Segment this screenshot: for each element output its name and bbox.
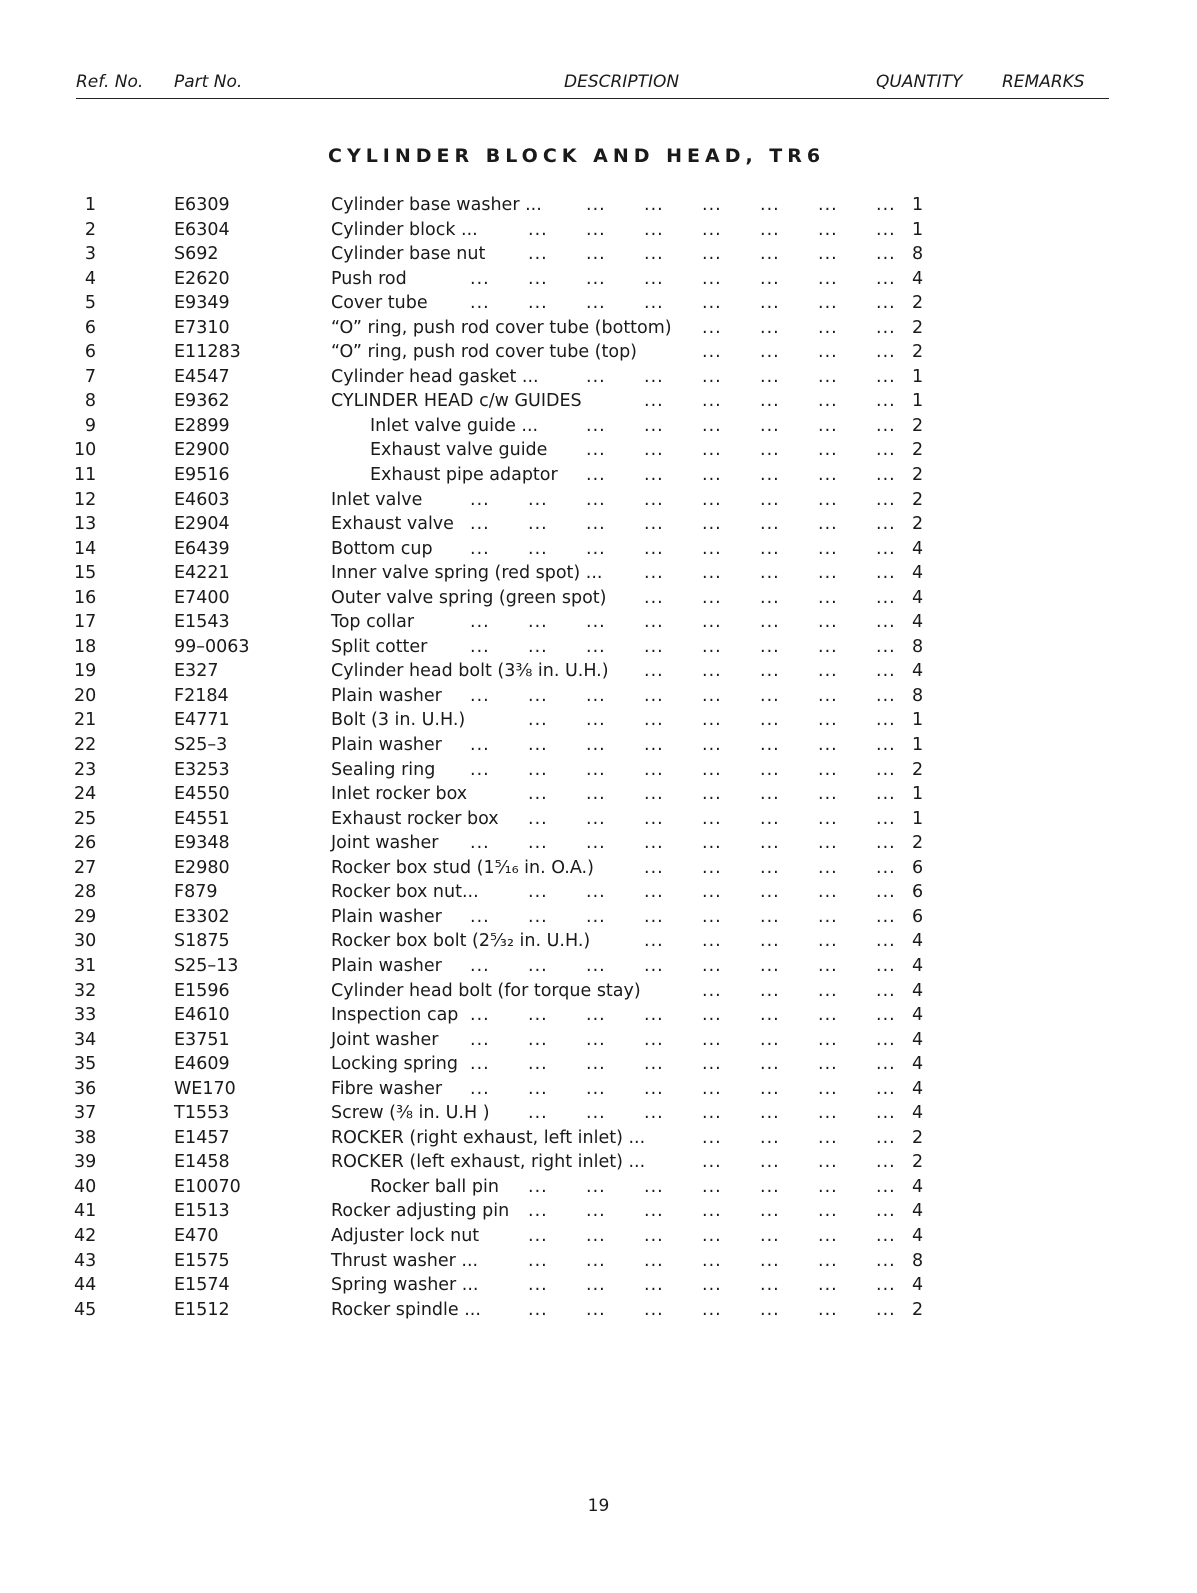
table-row xyxy=(0,1224,1197,1249)
quantity: 4 xyxy=(912,1103,924,1124)
quantity: 1 xyxy=(912,710,924,731)
quantity: 8 xyxy=(912,1250,924,1271)
quantity: 4 xyxy=(912,268,924,289)
table-row xyxy=(0,1101,1197,1126)
part-description: Exhaust pipe adaptor xyxy=(370,465,558,486)
leader-dots: ... ... ... ... ... ... ... ... xyxy=(470,955,896,976)
part-description: Cylinder head bolt (3⅜ in. U.H.) xyxy=(331,661,609,682)
leader-dots: ... ... ... ... ... ... ... xyxy=(528,1299,896,1320)
quantity: 4 xyxy=(912,661,924,682)
header-remarks: REMARKS xyxy=(1002,72,1085,92)
quantity: 4 xyxy=(912,587,924,608)
column-header xyxy=(76,72,1109,99)
table-row xyxy=(0,291,1197,316)
quantity: 4 xyxy=(912,1005,924,1026)
leader-dots: ... ... ... ... ... ... ... ... xyxy=(470,636,896,657)
part-description: Joint washer xyxy=(331,1029,439,1050)
page-number: 19 xyxy=(587,1496,610,1516)
quantity: 8 xyxy=(912,244,924,265)
part-number: E6439 xyxy=(174,538,230,559)
ref-number: 38 xyxy=(74,1127,97,1148)
leader-dots: ... ... ... ... ... ... ... ... xyxy=(470,833,896,854)
part-number: E1457 xyxy=(174,1127,230,1148)
quantity: 1 xyxy=(912,195,924,215)
part-number: E4550 xyxy=(174,784,230,805)
table-row xyxy=(0,488,1197,513)
ref-number: 45 xyxy=(74,1299,97,1320)
part-description: Sealing ring xyxy=(331,759,436,780)
quantity: 1 xyxy=(912,219,924,240)
part-description: Outer valve spring (green spot) xyxy=(331,587,607,608)
ref-number: 2 xyxy=(84,219,96,240)
part-description: Screw (⅜ in. U.H ) xyxy=(331,1103,490,1124)
quantity: 4 xyxy=(912,612,924,633)
leader-dots: ... ... ... ... ... ... xyxy=(586,195,896,215)
table-row xyxy=(0,438,1197,463)
part-description: Cover tube xyxy=(331,293,428,314)
ref-number: 41 xyxy=(74,1201,97,1222)
part-number: E1458 xyxy=(174,1152,230,1173)
leader-dots: ... ... ... ... xyxy=(702,980,896,1001)
leader-dots: ... ... ... ... ... xyxy=(644,391,896,412)
part-number: S25–3 xyxy=(174,735,228,756)
part-number: E470 xyxy=(174,1225,219,1246)
leader-dots: ... ... ... ... ... ... ... xyxy=(528,219,896,240)
leader-dots: ... ... ... ... ... xyxy=(644,563,896,584)
ref-number: 33 xyxy=(74,1005,97,1026)
quantity: 2 xyxy=(912,489,924,510)
table-row xyxy=(0,389,1197,414)
part-number: E4603 xyxy=(174,489,230,510)
part-number: F2184 xyxy=(174,685,229,706)
quantity: 2 xyxy=(912,1152,924,1173)
quantity: 2 xyxy=(912,415,924,436)
table-row xyxy=(0,1052,1197,1077)
part-description: Top collar xyxy=(331,612,415,633)
table-row xyxy=(0,684,1197,709)
table-row xyxy=(0,537,1197,562)
part-description: Locking spring xyxy=(331,1054,459,1075)
ref-number: 30 xyxy=(74,931,97,952)
part-description: Inspection cap xyxy=(331,1005,459,1026)
quantity: 2 xyxy=(912,317,924,338)
ref-number: 17 xyxy=(74,612,97,633)
part-number: F879 xyxy=(174,882,218,903)
part-number: E2620 xyxy=(174,268,230,289)
part-number: E4547 xyxy=(174,366,230,387)
leader-dots: ... ... ... ... ... ... ... ... xyxy=(470,612,896,633)
leader-dots: ... ... ... ... ... ... ... ... xyxy=(470,1005,896,1026)
table-row xyxy=(0,758,1197,783)
leader-dots: ... ... ... ... ... ... ... xyxy=(528,808,896,829)
ref-number: 31 xyxy=(74,955,97,976)
leader-dots: ... ... ... ... ... ... ... ... xyxy=(470,268,896,289)
part-description: Joint washer xyxy=(331,833,439,854)
part-description: Inlet rocker box xyxy=(331,784,468,805)
ref-number: 42 xyxy=(74,1225,97,1246)
parts-list xyxy=(0,193,1197,1322)
table-row xyxy=(0,340,1197,365)
ref-number: 22 xyxy=(74,735,97,756)
quantity: 6 xyxy=(912,882,924,903)
ref-number: 34 xyxy=(74,1029,97,1050)
leader-dots: ... ... ... ... ... ... ... ... xyxy=(470,1029,896,1050)
header-part-no: Part No. xyxy=(174,72,243,92)
leader-dots: ... ... ... ... ... xyxy=(644,857,896,878)
part-number: E4610 xyxy=(174,1005,230,1026)
quantity: 8 xyxy=(912,636,924,657)
table-row xyxy=(0,1249,1197,1274)
table-row xyxy=(0,414,1197,439)
part-number: S25–13 xyxy=(174,955,239,976)
leader-dots: ... ... ... ... ... xyxy=(644,587,896,608)
leader-dots: ... ... ... ... ... ... ... ... xyxy=(470,1078,896,1099)
table-row xyxy=(0,929,1197,954)
quantity: 4 xyxy=(912,538,924,559)
ref-number: 18 xyxy=(74,636,97,657)
table-row xyxy=(0,856,1197,881)
part-number: E11283 xyxy=(174,342,241,363)
part-number: E3302 xyxy=(174,906,230,927)
leader-dots: ... ... ... ... xyxy=(702,1127,896,1148)
ref-number: 11 xyxy=(74,465,97,486)
leader-dots: ... ... ... ... ... ... ... xyxy=(528,882,896,903)
table-row xyxy=(0,1077,1197,1102)
part-description: Bolt (3 in. U.H.) xyxy=(331,710,466,731)
quantity: 6 xyxy=(912,906,924,927)
part-description: “O” ring, push rod cover tube (bottom) xyxy=(331,317,672,338)
table-row xyxy=(0,267,1197,292)
ref-number: 44 xyxy=(74,1275,97,1296)
table-row xyxy=(0,463,1197,488)
part-description: Exhaust rocker box xyxy=(331,808,499,829)
ref-number: 26 xyxy=(74,833,97,854)
part-number: E2980 xyxy=(174,857,230,878)
ref-number: 15 xyxy=(74,563,97,584)
table-row xyxy=(0,1126,1197,1151)
part-description: Adjuster lock nut xyxy=(331,1225,480,1246)
part-description: ROCKER (right exhaust, left inlet) ... xyxy=(331,1127,646,1148)
table-row xyxy=(0,880,1197,905)
table-row xyxy=(0,733,1197,758)
ref-number: 32 xyxy=(74,980,97,1001)
leader-dots: ... ... ... ... ... ... ... xyxy=(528,784,896,805)
leader-dots: ... ... ... ... ... ... ... ... xyxy=(470,489,896,510)
ref-number: 4 xyxy=(84,268,96,289)
table-row xyxy=(0,1273,1197,1298)
quantity: 4 xyxy=(912,1176,924,1197)
part-number: E4221 xyxy=(174,563,230,584)
part-description: Rocker ball pin xyxy=(370,1176,499,1197)
leader-dots: ... ... ... ... ... ... ... ... xyxy=(470,1054,896,1075)
part-number: E2900 xyxy=(174,440,230,461)
part-number: E9349 xyxy=(174,293,230,314)
leader-dots: ... ... ... ... ... ... ... xyxy=(528,244,896,265)
part-number: E9362 xyxy=(174,391,230,412)
leader-dots: ... ... ... ... xyxy=(702,342,896,363)
ref-number: 6 xyxy=(84,317,96,338)
table-row xyxy=(0,1175,1197,1200)
leader-dots: ... ... ... ... ... xyxy=(644,661,896,682)
table-row xyxy=(0,586,1197,611)
leader-dots: ... ... ... ... ... ... ... xyxy=(528,1250,896,1271)
part-description: Rocker adjusting pin xyxy=(331,1201,510,1222)
part-number: E7310 xyxy=(174,317,230,338)
quantity: 2 xyxy=(912,465,924,486)
leader-dots: ... ... ... ... ... ... xyxy=(586,440,896,461)
header-ref-no: Ref. No. xyxy=(76,72,144,92)
part-description: Push rod xyxy=(331,268,407,289)
leader-dots: ... ... ... ... ... ... ... xyxy=(528,1275,896,1296)
quantity: 2 xyxy=(912,514,924,535)
part-number: E1575 xyxy=(174,1250,230,1271)
table-row xyxy=(0,1199,1197,1224)
table-row xyxy=(0,979,1197,1004)
ref-number: 9 xyxy=(84,415,96,436)
ref-number: 10 xyxy=(74,440,97,461)
table-row xyxy=(0,905,1197,930)
part-description: Cylinder base washer ... xyxy=(331,195,542,215)
part-number: E2899 xyxy=(174,415,230,436)
quantity: 1 xyxy=(912,808,924,829)
table-row xyxy=(0,831,1197,856)
part-description: Cylinder base nut xyxy=(331,244,486,265)
part-description: Bottom cup xyxy=(331,538,433,559)
leader-dots: ... ... ... ... ... ... ... xyxy=(528,710,896,731)
quantity: 2 xyxy=(912,1127,924,1148)
table-row xyxy=(0,708,1197,733)
table-row xyxy=(0,635,1197,660)
ref-number: 36 xyxy=(74,1078,97,1099)
quantity: 8 xyxy=(912,685,924,706)
leader-dots: ... ... ... ... ... ... ... ... xyxy=(470,906,896,927)
quantity: 4 xyxy=(912,1225,924,1246)
quantity: 4 xyxy=(912,1275,924,1296)
leader-dots: ... ... ... ... ... ... ... xyxy=(528,1176,896,1197)
part-number: E4771 xyxy=(174,710,230,731)
part-number: E1596 xyxy=(174,980,230,1001)
ref-number: 40 xyxy=(74,1176,97,1197)
table-row xyxy=(0,659,1197,684)
table-row xyxy=(0,561,1197,586)
part-number: E3253 xyxy=(174,759,230,780)
quantity: 2 xyxy=(912,1299,924,1320)
part-description: Split cotter xyxy=(331,636,428,657)
leader-dots: ... ... ... ... ... ... ... ... xyxy=(470,514,896,535)
part-number: E327 xyxy=(174,661,219,682)
quantity: 4 xyxy=(912,1054,924,1075)
quantity: 2 xyxy=(912,759,924,780)
ref-number: 8 xyxy=(84,391,96,412)
table-row xyxy=(0,365,1197,390)
part-description: “O” ring, push rod cover tube (top) xyxy=(331,342,638,363)
quantity: 2 xyxy=(912,440,924,461)
part-description: Inner valve spring (red spot) ... xyxy=(331,563,603,584)
leader-dots: ... ... ... ... ... ... ... ... xyxy=(470,685,896,706)
part-number: T1553 xyxy=(174,1103,230,1124)
ref-number: 19 xyxy=(74,661,97,682)
part-number: 99–0063 xyxy=(174,636,250,657)
ref-number: 21 xyxy=(74,710,97,731)
ref-number: 23 xyxy=(74,759,97,780)
leader-dots: ... ... ... ... ... ... xyxy=(586,366,896,387)
quantity: 4 xyxy=(912,1201,924,1222)
table-row xyxy=(0,1003,1197,1028)
quantity: 4 xyxy=(912,955,924,976)
part-number: E1513 xyxy=(174,1201,230,1222)
part-number: E2904 xyxy=(174,514,230,535)
part-description: Thrust washer ... xyxy=(331,1250,479,1271)
part-number: E9348 xyxy=(174,833,230,854)
table-row xyxy=(0,954,1197,979)
part-number: S692 xyxy=(174,244,219,265)
part-description: Inlet valve guide ... xyxy=(370,415,539,436)
quantity: 1 xyxy=(912,735,924,756)
ref-number: 20 xyxy=(74,685,97,706)
part-number: E3751 xyxy=(174,1029,230,1050)
ref-number: 29 xyxy=(74,906,97,927)
table-row xyxy=(0,807,1197,832)
table-row xyxy=(0,218,1197,243)
part-number: E1574 xyxy=(174,1275,230,1296)
quantity: 6 xyxy=(912,857,924,878)
part-description: CYLINDER HEAD c/w GUIDES xyxy=(331,391,582,412)
quantity: 4 xyxy=(912,931,924,952)
header-description: DESCRIPTION xyxy=(564,72,680,92)
part-description: Fibre washer xyxy=(331,1078,443,1099)
quantity: 2 xyxy=(912,342,924,363)
quantity: 1 xyxy=(912,391,924,412)
part-description: Cylinder head bolt (for torque stay) xyxy=(331,980,641,1001)
table-row xyxy=(0,316,1197,341)
ref-number: 28 xyxy=(74,882,97,903)
part-description: Plain washer xyxy=(331,685,442,706)
leader-dots: ... ... ... ... ... ... xyxy=(586,415,896,436)
table-row xyxy=(0,512,1197,537)
leader-dots: ... ... ... ... ... ... ... xyxy=(528,1225,896,1246)
part-number: E10070 xyxy=(174,1176,241,1197)
part-number: E9516 xyxy=(174,465,230,486)
quantity: 4 xyxy=(912,1078,924,1099)
part-number: E1512 xyxy=(174,1299,230,1320)
leader-dots: ... ... ... ... xyxy=(702,317,896,338)
part-description: Rocker box stud (1⁵⁄₁₆ in. O.A.) xyxy=(331,857,594,878)
part-description: Inlet valve xyxy=(331,489,423,510)
part-description: Plain washer xyxy=(331,735,442,756)
quantity: 2 xyxy=(912,833,924,854)
leader-dots: ... ... ... ... ... ... ... ... xyxy=(470,735,896,756)
leader-dots: ... ... ... ... ... ... ... xyxy=(528,1201,896,1222)
part-description: Plain washer xyxy=(331,955,442,976)
leader-dots: ... ... ... ... ... ... ... ... xyxy=(470,759,896,780)
ref-number: 25 xyxy=(74,808,97,829)
part-description: Plain washer xyxy=(331,906,442,927)
table-row xyxy=(0,610,1197,635)
quantity: 1 xyxy=(912,784,924,805)
table-row xyxy=(0,782,1197,807)
leader-dots: ... ... ... ... ... ... ... xyxy=(528,1103,896,1124)
part-number: E4609 xyxy=(174,1054,230,1075)
part-number: E7400 xyxy=(174,587,230,608)
ref-number: 43 xyxy=(74,1250,97,1271)
ref-number: 13 xyxy=(74,514,97,535)
table-row xyxy=(0,193,1197,218)
part-description: Cylinder head gasket ... xyxy=(331,366,539,387)
ref-number: 27 xyxy=(74,857,97,878)
ref-number: 14 xyxy=(74,538,97,559)
table-row xyxy=(0,1028,1197,1053)
ref-number: 7 xyxy=(84,366,96,387)
part-number: E1543 xyxy=(174,612,230,633)
part-number: E6309 xyxy=(174,195,230,215)
part-description: Spring washer ... xyxy=(331,1275,479,1296)
part-description: Rocker box bolt (2⁵⁄₃₂ in. U.H.) xyxy=(331,931,591,952)
quantity: 4 xyxy=(912,563,924,584)
quantity: 1 xyxy=(912,366,924,387)
ref-number: 16 xyxy=(74,587,97,608)
part-description: ROCKER (left exhaust, right inlet) ... xyxy=(331,1152,646,1173)
ref-number: 12 xyxy=(74,489,97,510)
ref-number: 3 xyxy=(84,244,96,265)
part-description: Cylinder block ... xyxy=(331,219,478,240)
leader-dots: ... ... ... ... ... ... ... ... xyxy=(470,293,896,314)
table-row xyxy=(0,242,1197,267)
ref-number: 37 xyxy=(74,1103,97,1124)
part-description: Exhaust valve guide xyxy=(370,440,548,461)
ref-number: 39 xyxy=(74,1152,97,1173)
part-description: Exhaust valve xyxy=(331,514,454,535)
leader-dots: ... ... ... ... ... ... ... ... xyxy=(470,538,896,559)
header-quantity: QUANTITY xyxy=(876,72,963,92)
ref-number: 35 xyxy=(74,1054,97,1075)
table-row xyxy=(0,1298,1197,1323)
leader-dots: ... ... ... ... xyxy=(702,1152,896,1173)
leader-dots: ... ... ... ... ... ... xyxy=(586,465,896,486)
ref-number: 1 xyxy=(84,195,96,215)
quantity: 4 xyxy=(912,980,924,1001)
part-description: Rocker box nut... xyxy=(331,882,479,903)
section-title: CYLINDER BLOCK AND HEAD, TR6 xyxy=(328,145,826,167)
quantity: 4 xyxy=(912,1029,924,1050)
part-number: S1875 xyxy=(174,931,230,952)
part-number: E4551 xyxy=(174,808,230,829)
ref-number: 6 xyxy=(84,342,96,363)
ref-number: 24 xyxy=(74,784,97,805)
table-row xyxy=(0,1150,1197,1175)
leader-dots: ... ... ... ... ... xyxy=(644,931,896,952)
part-description: Rocker spindle ... xyxy=(331,1299,481,1320)
part-number: WE170 xyxy=(174,1078,236,1099)
part-number: E6304 xyxy=(174,219,230,240)
ref-number: 5 xyxy=(84,293,96,314)
quantity: 2 xyxy=(912,293,924,314)
